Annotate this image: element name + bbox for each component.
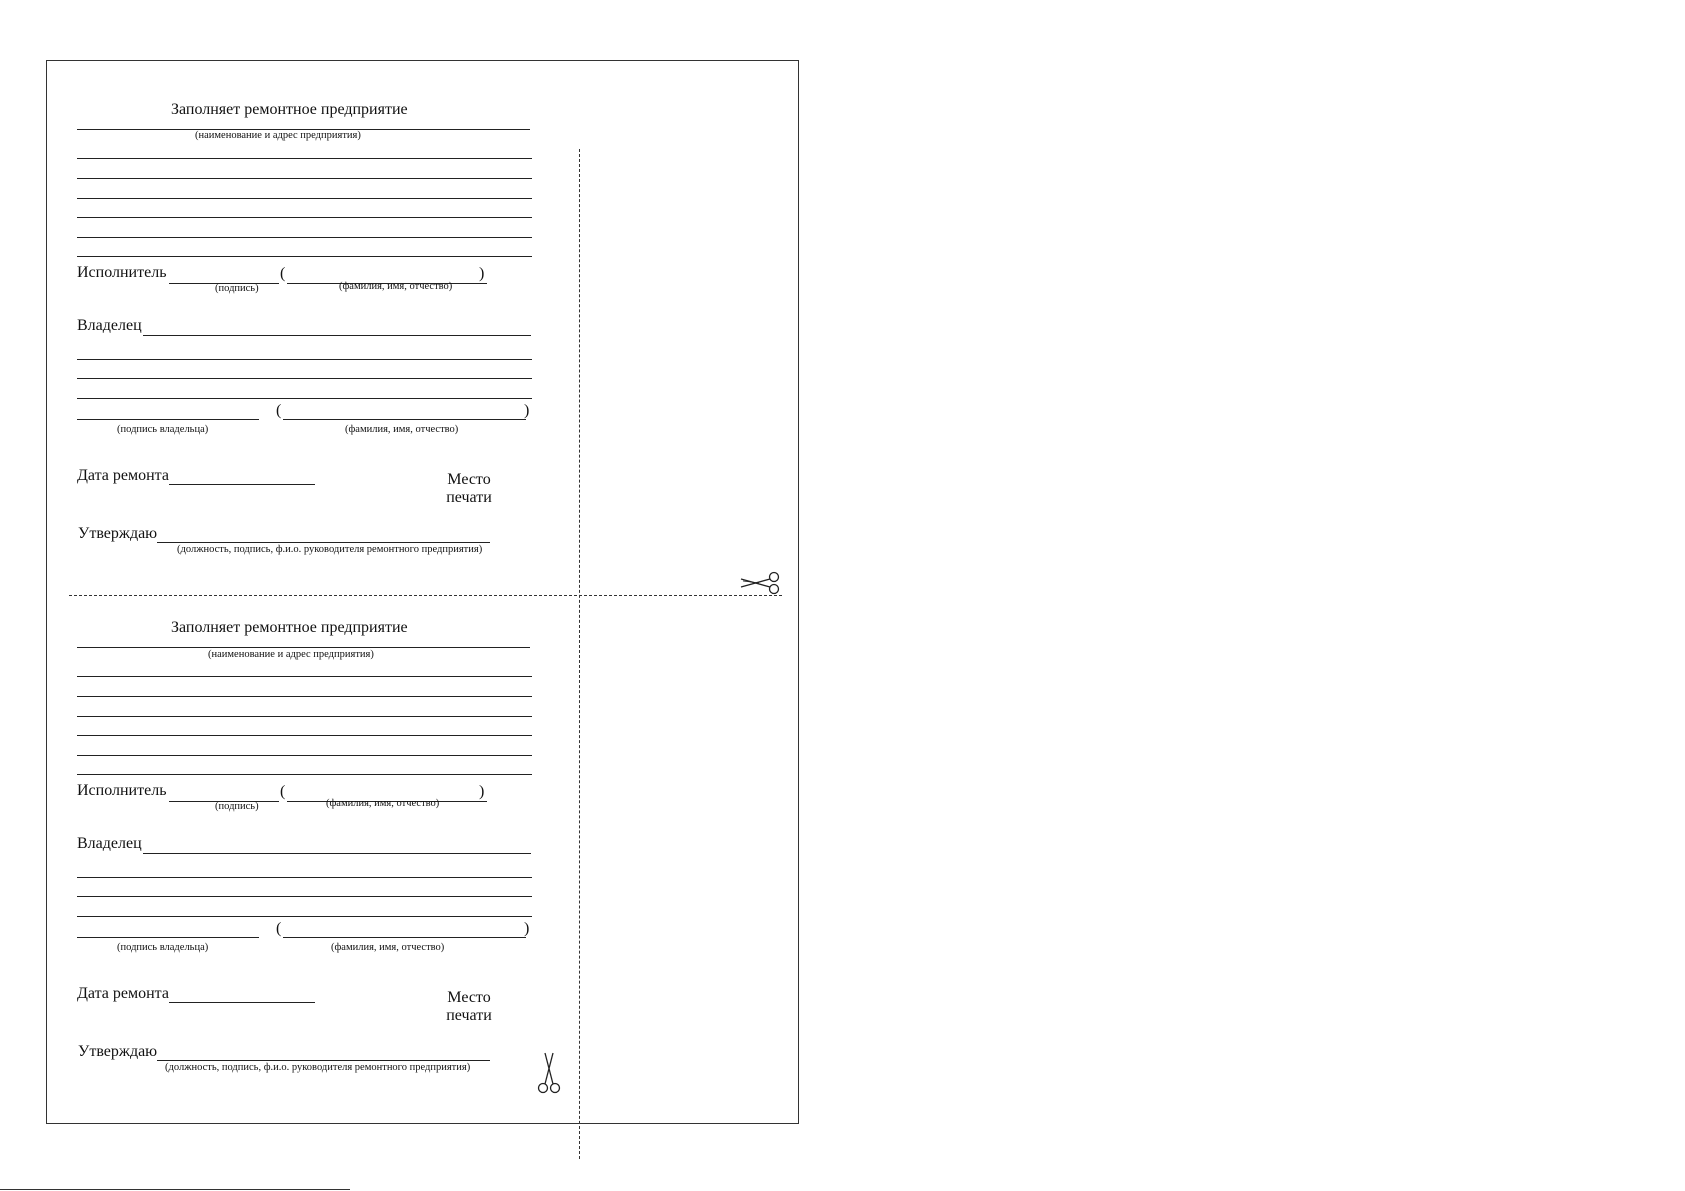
horizontal-cut-line bbox=[69, 595, 782, 596]
scissors-icon bbox=[537, 1051, 561, 1095]
owner-label: Владелец bbox=[77, 835, 142, 852]
stamp-line2: печати bbox=[446, 489, 492, 506]
approve-caption: (должность, подпись, ф.и.о. руководителя ремонтного предприятия) bbox=[165, 1062, 471, 1073]
owner-fio-caption: (фамилия, имя, отчество) bbox=[331, 942, 445, 953]
fill-line[interactable] bbox=[77, 774, 532, 775]
vertical-cut-line bbox=[579, 149, 580, 1159]
fill-line[interactable] bbox=[77, 378, 532, 379]
fill-line[interactable] bbox=[77, 877, 532, 878]
fill-line[interactable] bbox=[77, 896, 532, 897]
scissors-icon bbox=[739, 571, 781, 595]
executor-label: Исполнитель bbox=[77, 264, 167, 281]
repair-date-line[interactable] bbox=[169, 484, 315, 485]
owner-fio-caption: (фамилия, имя, отчество) bbox=[345, 424, 459, 435]
stamp-line2: печати bbox=[446, 1007, 492, 1024]
fill-line[interactable] bbox=[77, 716, 532, 717]
form-title: Заполняет ремонтное предприятие bbox=[171, 619, 408, 636]
fill-line[interactable] bbox=[77, 696, 532, 697]
owner-signature-caption: (подпись владельца) bbox=[117, 942, 209, 953]
stamp-place bbox=[434, 471, 504, 507]
stamp-line1: Место bbox=[447, 989, 491, 1006]
owner-line[interactable] bbox=[143, 335, 531, 336]
executor-label: Исполнитель bbox=[77, 782, 167, 799]
fill-line[interactable] bbox=[77, 359, 532, 360]
signature-caption: (подпись) bbox=[215, 283, 259, 294]
fio-caption: (фамилия, имя, отчество) bbox=[339, 281, 453, 292]
enterprise-name-line bbox=[77, 647, 530, 648]
bottom-rule bbox=[0, 1189, 350, 1190]
enterprise-name-caption: (наименование и адрес предприятия) bbox=[195, 130, 361, 141]
close-paren: ) bbox=[479, 783, 485, 800]
repair-date-line[interactable] bbox=[169, 1002, 315, 1003]
approve-line[interactable] bbox=[157, 542, 490, 543]
owner-signature-caption: (подпись владельца) bbox=[117, 424, 209, 435]
form-title: Заполняет ремонтное предприятие bbox=[171, 101, 408, 118]
fill-line[interactable] bbox=[77, 237, 532, 238]
fill-line[interactable] bbox=[77, 256, 532, 257]
stamp-place bbox=[434, 989, 504, 1025]
stamp-line1: Место bbox=[447, 471, 491, 488]
repair-date-label: Дата ремонта bbox=[77, 985, 169, 1002]
approve-caption: (должность, подпись, ф.и.о. руководителя ремонтного предприятия) bbox=[177, 544, 483, 555]
fill-line[interactable] bbox=[77, 198, 532, 199]
owner-signature-line[interactable] bbox=[77, 419, 259, 420]
fill-line[interactable] bbox=[77, 398, 532, 399]
owner-label: Владелец bbox=[77, 317, 142, 334]
approve-line[interactable] bbox=[157, 1060, 490, 1061]
signature-caption: (подпись) bbox=[215, 801, 259, 812]
owner-signature-line[interactable] bbox=[77, 937, 259, 938]
fill-line[interactable] bbox=[77, 735, 532, 736]
repair-form-bottom bbox=[47, 579, 800, 1119]
fill-line[interactable] bbox=[77, 755, 532, 756]
form-sheet bbox=[46, 60, 799, 1124]
repair-form-top bbox=[47, 61, 800, 591]
fio-caption: (фамилия, имя, отчество) bbox=[326, 798, 440, 809]
open-paren: ( bbox=[276, 402, 282, 419]
close-paren: ) bbox=[524, 920, 530, 937]
open-paren: ( bbox=[276, 920, 282, 937]
repair-date-label: Дата ремонта bbox=[77, 467, 169, 484]
approve-label: Утверждаю bbox=[78, 525, 158, 542]
owner-fio-line[interactable] bbox=[283, 419, 526, 420]
fill-line[interactable] bbox=[77, 217, 532, 218]
open-paren: ( bbox=[280, 265, 286, 282]
enterprise-name-caption: (наименование и адрес предприятия) bbox=[208, 649, 374, 660]
close-paren: ) bbox=[524, 402, 530, 419]
fill-line[interactable] bbox=[77, 178, 532, 179]
owner-line[interactable] bbox=[143, 853, 531, 854]
open-paren: ( bbox=[280, 783, 286, 800]
fill-line[interactable] bbox=[77, 676, 532, 677]
owner-fio-line[interactable] bbox=[283, 937, 526, 938]
approve-label: Утверждаю bbox=[78, 1043, 158, 1060]
fill-line[interactable] bbox=[77, 158, 532, 159]
fill-line[interactable] bbox=[77, 916, 532, 917]
close-paren: ) bbox=[479, 265, 485, 282]
